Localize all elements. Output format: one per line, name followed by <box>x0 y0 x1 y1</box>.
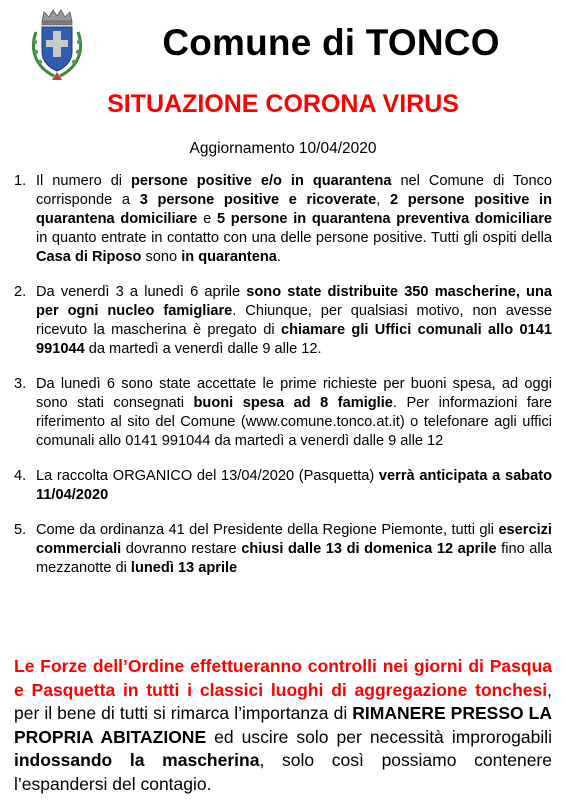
news-list <box>14 172 552 578</box>
list-item-number: 4. <box>14 468 27 484</box>
list-item <box>14 467 552 505</box>
list-item-text: , <box>376 192 390 208</box>
mask-emphasis: indossando la mascherina <box>14 750 260 770</box>
list-item-text: . <box>276 249 281 265</box>
list-item-number: 2. <box>14 284 27 300</box>
list-item-emphasis: chiusi dalle 13 di domenica 12 aprile <box>241 541 497 557</box>
list-item-text: dovranno restare <box>121 541 242 557</box>
list-item-text: . Per informazioni fare riferimento al sito del Comune (www.comune.tonco.at.it) o telefonare agli uffici comunali allo 0141 991044 da martedì a venerdì dalle 9 alle 12 <box>36 395 552 449</box>
list-item-emphasis: verrà anticipata a sabato 11/04/2020 <box>36 468 552 503</box>
list-item-text: fino alla mezzanotte di <box>36 541 552 576</box>
list-item-text: sono <box>141 249 182 265</box>
update-date: Aggiornamento 10/04/2020 <box>189 140 377 157</box>
list-item <box>14 172 552 267</box>
list-item-text: da martedì a venerdì dalle 9 alle 12. <box>84 341 322 357</box>
list-item-emphasis: 5 persone in quarantena preventiva domiciliare <box>216 211 552 227</box>
list-item-text: Da venerdì 3 a lunedì 6 aprile <box>36 284 247 300</box>
closing-text-2: ed uscire solo per necessità improrogabili <box>206 726 553 747</box>
list-item-text: Come da ordinanza 41 del Presidente della Regione Piemonte, tutti gli <box>36 522 499 538</box>
list-item-text: La raccolta ORGANICO del 13/04/2020 (Pasquetta) <box>36 468 379 484</box>
town-crest-icon <box>28 6 86 84</box>
list-item-text: Da lunedì 6 sono state accettate le prime richieste per buoni spesa, ad oggi sono stati consegnati <box>36 376 552 411</box>
list-item-text: nel Comune di Tonco corrisponde a <box>36 173 552 208</box>
list-item-emphasis: persone positive e/o in quarantena <box>131 173 392 189</box>
list-item-number: 1. <box>14 173 27 189</box>
closing-notice <box>14 655 552 796</box>
list-item-emphasis: 3 persone positive e ricoverate <box>139 192 377 208</box>
page-title: Comune di TONCO <box>162 22 500 63</box>
list-item-text: Il numero di <box>36 173 132 189</box>
list-item <box>14 521 552 578</box>
police-warning: Le Forze dell’Ordine effettueranno controlli nei giorni di Pasqua e Pasquetta in tutti i classici luoghi di aggregazione tonchesi <box>14 656 552 700</box>
list-item-emphasis: Casa di Riposo <box>36 249 142 265</box>
list-item-text: e <box>197 211 217 227</box>
list-item-number: 5. <box>14 522 27 538</box>
page-subtitle: SITUAZIONE CORONA VIRUS <box>107 90 459 118</box>
list-item-emphasis: in quarantena <box>181 249 277 265</box>
closing-text-1: , per il bene di tutti si rimarca l’importanza di <box>14 679 552 723</box>
list-item <box>14 375 552 451</box>
list-item-emphasis: 2 persone positive in quarantena domiciliare <box>36 192 552 227</box>
list-item-text: in quanto entrate in contatto con una delle persone positive. Tutti gli ospiti della <box>36 230 552 246</box>
list-item-emphasis: buoni spesa ad 8 famiglie <box>193 395 393 411</box>
list-item <box>14 283 552 359</box>
list-item-emphasis: lunedì 13 aprile <box>130 560 238 576</box>
list-item-number: 3. <box>14 376 27 392</box>
list-item-emphasis: sono state distribuite 350 mascherine, una per ogni nucleo famigliare <box>36 284 552 319</box>
list-item-emphasis: esercizi commerciali <box>36 522 552 557</box>
closing-text-3: , solo così possiamo contenere l’espandersi del contagio. <box>14 750 552 794</box>
list-item-text: . Chiunque, per qualsiasi motivo, non avesse ricevuto la mascherina è pregato di <box>36 303 552 338</box>
list-item-emphasis: chiamare gli Uffici comunali allo 0141 991044 <box>36 322 552 357</box>
stay-home-emphasis: RIMANERE PRESSO LA PROPRIA ABITAZIONE <box>14 703 552 747</box>
